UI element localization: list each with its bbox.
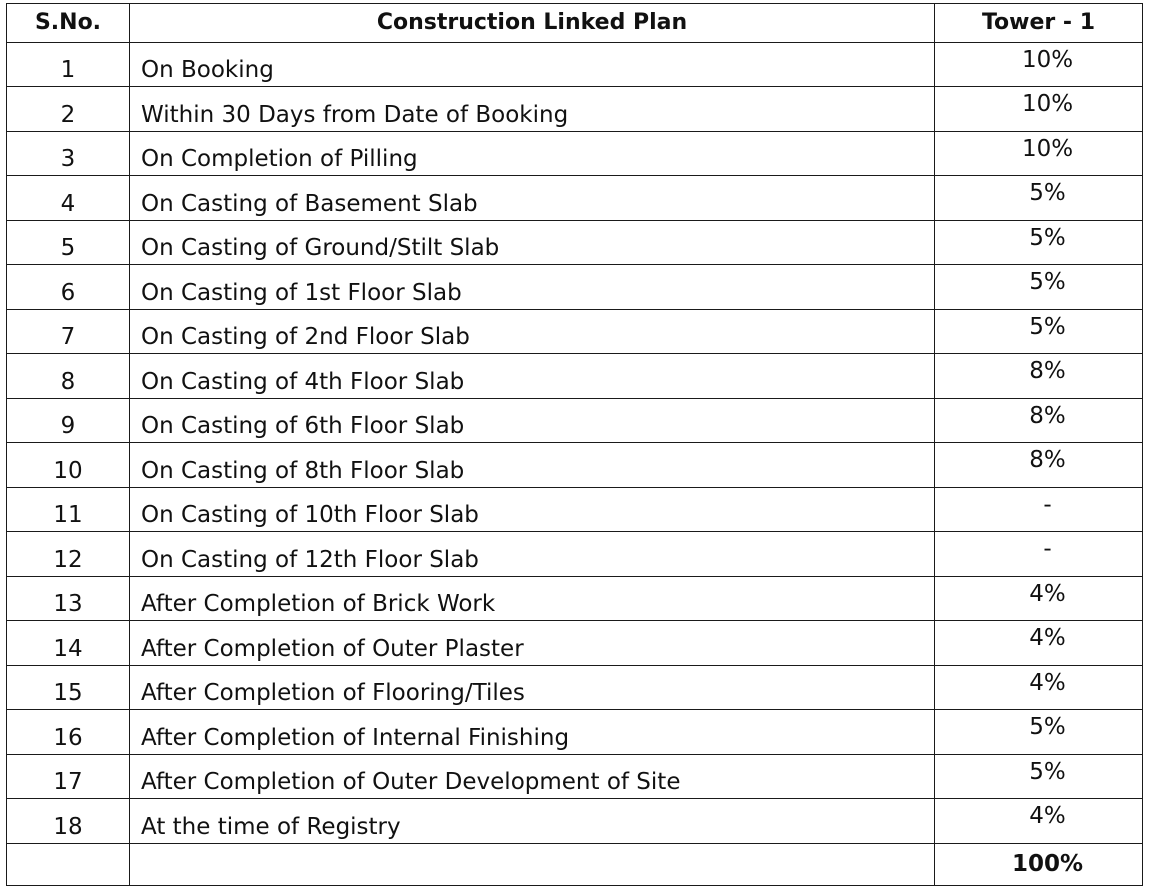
row-description: After Completion of Outer Plaster — [130, 621, 935, 666]
table-row — [7, 665, 1143, 710]
row-percentage: 5% — [935, 176, 1143, 221]
row-sno: 3 — [7, 131, 130, 176]
row-sno: 10 — [7, 443, 130, 488]
row-description: After Completion of Brick Work — [130, 576, 935, 621]
row-percentage: 4% — [935, 576, 1143, 621]
table-row — [7, 487, 1143, 532]
row-sno: 14 — [7, 621, 130, 666]
row-percentage: 8% — [935, 398, 1143, 443]
row-sno: 16 — [7, 710, 130, 755]
row-percentage: 8% — [935, 354, 1143, 399]
row-percentage: 5% — [935, 754, 1143, 799]
header-tower: Tower - 1 — [935, 4, 1143, 43]
table-row — [7, 398, 1143, 443]
total-description — [130, 843, 935, 886]
table-row — [7, 265, 1143, 310]
table-row — [7, 42, 1143, 87]
table-row — [7, 443, 1143, 488]
row-percentage: 4% — [935, 621, 1143, 666]
table-row — [7, 621, 1143, 666]
row-percentage: - — [935, 532, 1143, 577]
table-row — [7, 354, 1143, 399]
row-sno: 2 — [7, 87, 130, 132]
table-row — [7, 309, 1143, 354]
total-percentage: 100% — [935, 843, 1143, 886]
row-sno: 13 — [7, 576, 130, 621]
row-percentage: 5% — [935, 220, 1143, 265]
table-row — [7, 754, 1143, 799]
row-description: After Completion of Internal Finishing — [130, 710, 935, 755]
row-description: On Casting of Ground/Stilt Slab — [130, 220, 935, 265]
row-description: On Booking — [130, 42, 935, 87]
row-description: On Casting of 1st Floor Slab — [130, 265, 935, 310]
row-percentage: 5% — [935, 309, 1143, 354]
row-percentage: 4% — [935, 799, 1143, 844]
row-sno: 5 — [7, 220, 130, 265]
row-sno: 12 — [7, 532, 130, 577]
row-description: After Completion of Outer Development of Site — [130, 754, 935, 799]
header-sno: S.No. — [7, 4, 130, 43]
row-percentage: - — [935, 487, 1143, 532]
row-sno: 8 — [7, 354, 130, 399]
row-description: On Casting of 4th Floor Slab — [130, 354, 935, 399]
row-sno: 7 — [7, 309, 130, 354]
row-percentage: 8% — [935, 443, 1143, 488]
row-sno: 15 — [7, 665, 130, 710]
row-description: On Casting of 6th Floor Slab — [130, 398, 935, 443]
row-description: On Casting of 10th Floor Slab — [130, 487, 935, 532]
table-body — [7, 42, 1143, 886]
table-row — [7, 710, 1143, 755]
row-description: On Casting of 8th Floor Slab — [130, 443, 935, 488]
row-description: On Casting of 2nd Floor Slab — [130, 309, 935, 354]
row-description: On Casting of Basement Slab — [130, 176, 935, 221]
total-row — [7, 843, 1143, 886]
table-row — [7, 131, 1143, 176]
header-plan: Construction Linked Plan — [130, 4, 935, 43]
row-description: On Completion of Pilling — [130, 131, 935, 176]
table-row — [7, 220, 1143, 265]
row-percentage: 4% — [935, 665, 1143, 710]
table-row — [7, 576, 1143, 621]
row-description: At the time of Registry — [130, 799, 935, 844]
row-description: Within 30 Days from Date of Booking — [130, 87, 935, 132]
header-row — [7, 4, 1143, 43]
total-sno — [7, 843, 130, 886]
row-sno: 6 — [7, 265, 130, 310]
row-description: After Completion of Flooring/Tiles — [130, 665, 935, 710]
row-percentage: 10% — [935, 87, 1143, 132]
row-sno: 11 — [7, 487, 130, 532]
table-row — [7, 799, 1143, 844]
row-sno: 18 — [7, 799, 130, 844]
table-header — [7, 4, 1143, 43]
row-sno: 17 — [7, 754, 130, 799]
row-sno: 1 — [7, 42, 130, 87]
row-sno: 9 — [7, 398, 130, 443]
table-row — [7, 532, 1143, 577]
row-percentage: 5% — [935, 265, 1143, 310]
row-sno: 4 — [7, 176, 130, 221]
row-percentage: 10% — [935, 131, 1143, 176]
row-percentage: 5% — [935, 710, 1143, 755]
row-description: On Casting of 12th Floor Slab — [130, 532, 935, 577]
table-row — [7, 87, 1143, 132]
construction-linked-plan-table — [6, 3, 1143, 886]
table-row — [7, 176, 1143, 221]
row-percentage: 10% — [935, 42, 1143, 87]
